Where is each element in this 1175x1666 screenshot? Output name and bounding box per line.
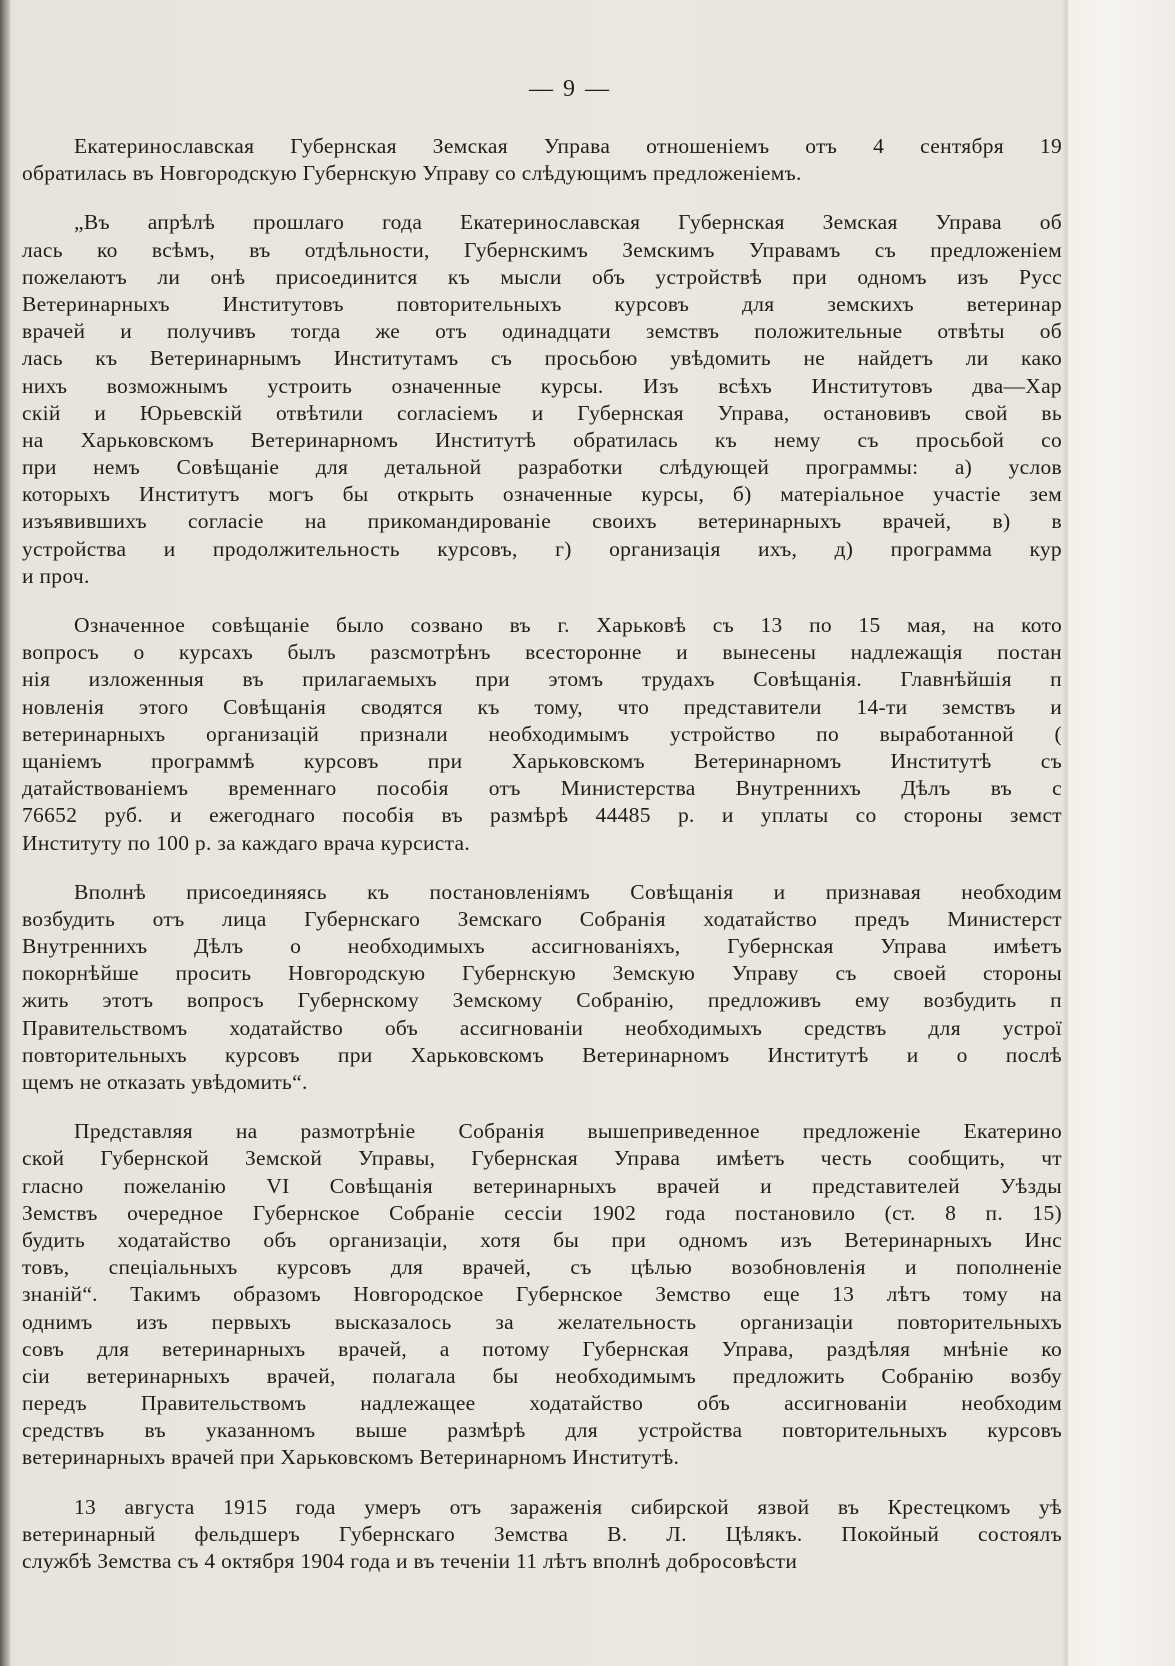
text-line: ветеринарныхъ врачей при Харьковскомъ Ветеринарномъ Институтѣ. <box>22 1445 680 1470</box>
text-line: гласно пожеланію VI Совѣщанія ветеринарныхъ врачей и представителей Уѣзды <box>22 1173 1062 1198</box>
text-line: Правительствомъ ходатайство объ ассигнованіи необходимыхъ средствъ для устрої <box>22 1015 1062 1040</box>
text-line: Означенное совѣщаніе было созвано въ г. Харьковѣ съ 13 по 15 мая, на кото <box>74 613 1062 637</box>
text-line: повторительныхъ курсовъ при Харьковскомъ Ветеринарномъ Институтѣ и о послѣ <box>22 1042 1062 1067</box>
text-line: „Въ апрѣлѣ прошлаго года Екатеринославская Губернская Земская Управа об <box>74 210 1062 235</box>
text-line: на Харьковскомъ Ветеринарномъ Институтѣ обратилась къ нему съ просьбой со <box>22 427 1062 452</box>
text-line: Представляя на размотрѣніе Собранія вышеприведенное предложеніе Екатерино <box>74 1119 1062 1144</box>
text-line: изъявившихъ согласіе на прикомандированіе своихъ ветеринарныхъ врачей, в) в <box>22 509 1062 534</box>
text-line: Институту по 100 р. за каждаго врача курсиста. <box>22 830 471 855</box>
text-line: передъ Правительствомъ надлежащее ходатайство объ ассигнованіи необходим <box>22 1391 1062 1416</box>
text-line: ской Губернской Земской Управы, Губернская Управа имѣетъ честь сообщить, чт <box>22 1146 1062 1171</box>
text-line: жить этотъ вопросъ Губернскому Земскому Собранію, предложивъ ему возбудить п <box>22 988 1062 1013</box>
text-line: средствъ въ указанномъ выше размѣрѣ для устройства повторительныхъ курсовъ <box>22 1418 1062 1443</box>
text-line: покорнѣйше просить Новгородскую Губернскую Земскую Управу съ своей стороны <box>22 961 1062 986</box>
text-line: обратилась въ Новгородскую Губернскую Управу со слѣдующимъ предложеніемъ. <box>22 161 802 186</box>
text-line: ветеринарный фельдшеръ Губернскаго Земства В. Л. Цѣлякъ. Покойный состоялъ <box>22 1521 1062 1546</box>
text-line: нихъ возможнымъ устроить означенные курсы. Изъ всѣхъ Институтовъ два—Хар <box>22 373 1062 398</box>
paragraph <box>22 1118 1062 1471</box>
text-line: лась ко всѣмъ, въ отдѣльности, Губернскимъ Земскимъ Управамъ съ предложеніем <box>22 237 1062 262</box>
text-line: совъ для ветеринарныхъ врачей, а потому Губернская Управа, раздѣляя мнѣніе ко <box>22 1336 1062 1361</box>
text-line: 13 августа 1915 года умеръ отъ зараженія сибирской язвой въ Крестецкомъ уѣ <box>74 1494 1062 1519</box>
text-line: новленія этого Совѣщанія сводятся къ тому, что представители 14-ти земствъ и <box>22 694 1062 719</box>
paragraph <box>22 612 1062 857</box>
text-line: 76652 руб. и ежегоднаго пособія въ размѣрѣ 44485 р. и уплаты со стороны земст <box>22 803 1062 828</box>
text-line: и проч. <box>22 563 90 588</box>
paragraph <box>22 1494 1062 1576</box>
paragraph <box>22 879 1062 1097</box>
text-line: врачей и получивъ тогда же отъ одинадцати земствъ положительные отвѣты об <box>22 319 1062 344</box>
text-line: сіи ветеринарныхъ врачей, полагала бы необходимымъ предложить Собранію возбу <box>22 1363 1062 1388</box>
paragraph <box>22 209 1062 590</box>
text-line: службѣ Земства съ 4 октября 1904 года и въ теченіи 11 лѣтъ вполнѣ добросовѣсти <box>22 1549 798 1573</box>
text-line: при немъ Совѣщаніе для детальной разработки слѣдующей программы: а) услов <box>22 455 1062 480</box>
text-line: щемъ не отказать увѣдомить“. <box>22 1070 308 1094</box>
text-line: Вполнѣ присоединяясь къ постановленіямъ Совѣщанія и признавая необходим <box>74 879 1062 904</box>
text-line: которыхъ Институтъ могъ бы открыть означенные курсы, б) матеріальное участіе зем <box>22 482 1062 507</box>
text-line: Земствъ очередное Губернское Собраніе сессіи 1902 года постановило (ст. 8 п. 15) <box>22 1200 1062 1225</box>
document-body <box>22 133 1062 1597</box>
text-line: датайствованіемъ временнаго пособія отъ Министерства Внутреннихъ Дѣлъ въ с <box>22 776 1062 801</box>
text-line: Ветеринарныхъ Институтовъ повторительныхъ курсовъ для земскихъ ветеринар <box>22 291 1062 316</box>
page-left-edge <box>0 0 10 1666</box>
text-line: лась къ Ветеринарнымъ Институтамъ съ просьбою увѣдомить не найдетъ ли како <box>22 346 1062 371</box>
text-line: будить ходатайство объ организаціи, хотя бы при одномъ изъ Ветеринарныхъ Инс <box>22 1227 1062 1252</box>
text-line: ветеринарныхъ организацій признали необходимымъ устройство по выработанной ( <box>22 721 1062 746</box>
text-line: знаній“. Такимъ образомъ Новгородское Губернское Земство еще 13 лѣтъ тому на <box>22 1282 1062 1307</box>
text-line: Внутреннихъ Дѣлъ о необходимыхъ ассигнованіяхъ, Губернская Управа имѣетъ <box>22 934 1062 959</box>
page-number: — 9 — <box>529 76 611 102</box>
text-line: возбудить отъ лица Губернскаго Земскаго Собранія ходатайство предъ Министерст <box>22 906 1062 931</box>
text-line: однимъ изъ первыхъ высказалось за желательность организаціи повторительныхъ <box>22 1309 1062 1334</box>
text-line: пожелаютъ ли онѣ присоединится къ мысли объ устройствѣ при одномъ изъ Русс <box>22 264 1062 289</box>
binding-margin <box>1068 0 1175 1666</box>
text-line: вопросъ о курсахъ былъ разсмотрѣнъ всесторонне и вынесены надлежащія постан <box>22 640 1062 665</box>
text-line: скій и Юрьевскій отвѣтили согласіемъ и Губернская Управа, остановивъ свой вь <box>22 400 1062 425</box>
text-line: устройства и продолжительность курсовъ, г) организація ихъ, д) программа кур <box>22 536 1062 561</box>
paragraph <box>22 133 1062 187</box>
text-line: щаніемъ программѣ курсовъ при Харьковскомъ Ветеринарномъ Институтѣ съ <box>22 748 1062 773</box>
text-line: Екатеринославская Губернская Земская Управа отношеніемъ отъ 4 сентября 19 <box>74 134 1062 158</box>
text-line: нія изложенныя въ прилагаемыхъ при этомъ трудахъ Совѣщанія. Главнѣйшія п <box>22 667 1062 692</box>
text-line: товъ, спеціальныхъ курсовъ для врачей, съ цѣлью возобновленія и пополненіе <box>22 1255 1062 1280</box>
